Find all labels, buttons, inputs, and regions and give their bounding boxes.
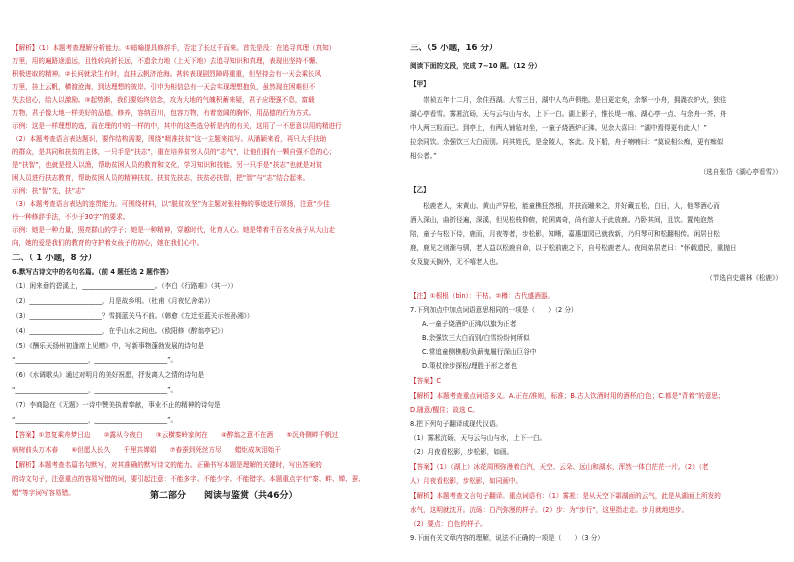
left-line: （3）______________________？雪拥蓝关马不前。（韩愈《左迁至蓝关示侄孙湘》） — [12, 312, 254, 320]
right-line: A.一童子烧酒炉正沸/以旗为正者 — [422, 320, 517, 328]
section-heading: 第二部分 阅读与鉴赏（共46分） — [150, 491, 298, 501]
right-line: 阅读下面的文段，完成 7~10 题。（12 分） — [410, 62, 541, 70]
right-line: 【甲】 — [410, 80, 430, 88]
right-line: D.随意/醒住；故选 C。 — [410, 406, 479, 414]
right-line: 女及旋天搁外，无不嘻老人也。 — [410, 258, 503, 266]
right-line: 中人两三粒而已。到亭上，有两人铺毡对坐，一童子烧酒炉正沸。见余大喜曰：“湖中焉得更有此人！” — [410, 124, 707, 132]
right-line: 崇祯五年十二月，余住西湖。大雪三日，湖中人鸟声俱绝。是日更定矣，余拏一小舟，拥毳衣炉火，独往 — [410, 96, 727, 104]
right-line: 7.下列加点中加点词语意思相同的一项是（ ）（2 分） — [410, 306, 578, 314]
left-line: （2）本题考查语言表达题识，要作结构需要，围绕“精准扶贫”这一主题来拟写。从潘颖来看，再只大手扶助 — [12, 135, 327, 143]
left-line: 丹一种修辞手法，不少于30字”的要求。 — [12, 213, 130, 221]
right-line: 相公者。” — [410, 152, 437, 160]
left-line: 是“扶智”，也就是授人以渔，帮助贫困人员的教育和文化，学习知识和技能。另一只手是“扶志”也就是对贫 — [12, 161, 323, 169]
left-line: 失去信心，给人以激励。③起势渐，我们要始终信念，攻为大地的气魄积蓄来疑，君子应理强不息，富载 — [12, 96, 315, 104]
right-line: 人）月夜看松影，步松影，如同画中。 — [410, 477, 523, 485]
left-line: 困人员进行扶志教育，帮助贫困人员的精神扶贫。扶贫先扶志，扶贫必扶智，把“智”与“志”结合起来。 — [12, 174, 310, 182]
left-line: 的群众，是共同和扶贫的主体，一只手是“扶志”，重在培养贫穷人员的“志气”，让他们拥有一颗自强不息的心； — [12, 148, 336, 156]
right-line: （2）要点：白色的样子。 — [410, 520, 487, 528]
left-line: 病树前头万木春 ⑥但愿人长久 千里共婵娟 ⑦春蚕到死丝方尽 蜡炬成灰泪始干 — [12, 446, 281, 454]
left-line: （2）______________________，月是故乡明。（杜甫《月夜忆舍弟》） — [12, 297, 215, 305]
right-line: （1）雾凇沆砀，天与云与山与水，上下一白。 — [410, 434, 547, 442]
right-line: 【乙】 — [410, 186, 430, 194]
left-line: 示例：这是一样理想的选，而在理的中的一样的中，其中的这些选分析是内的有关，这用了一不思意以用的精进行 — [12, 122, 342, 130]
right-line: （节选自史震林《松鹿》） — [706, 274, 782, 282]
left-line: 万里，用的遍路途遥远，且性转向折长远，不遗余力地（上天下地）去追寻知识和真理，表现出坚持不懈、 — [12, 57, 322, 65]
right-line: 【答案】C — [410, 377, 441, 385]
right-line: C.常追童侧樵根/负薪鬼履行深山巨谷中 — [422, 348, 537, 356]
right-line: 【注】①根根（bìn）：干枯。②樽：古代盛酒器。 — [410, 292, 554, 300]
right-line: （选自张岱《湖心亭看雪》） — [699, 168, 782, 176]
left-line: 向，她的爱是我们的教育的守护着女孩子的初心，她在我们心中。 — [12, 239, 204, 247]
left-line: （7）李商隐在《无题》一诗中赞美执着奉献，事业不止的精神的诗句是 — [12, 401, 221, 409]
right-line: 【答案】（1）（湖上）冰花周围弥漫着白汽，天空、云朵、远山和湖水，浑然一体白茫茫一片。（2）（老 — [410, 463, 709, 471]
left-line: 示例：她是一种力量，照亮群山的学子；她是一种精神，穿越时代，化育人心。她是带着千百名女孩子从大山走 — [12, 226, 336, 234]
left-line: 【解析】本题考查名篇名句默写，对其准确的默写诗文的能力。正确书写本题是理解的关键时，写出答案的 — [12, 461, 322, 469]
right-line: D.策杖徐步探松/理胜于形之者也 — [422, 362, 518, 370]
right-line: 9.下面有关文章内容的理解，说法不正确的一项是（ ）（3 分） — [410, 534, 604, 542]
right-line: （2）月夜看松影，步松影，如画。 — [410, 448, 514, 456]
right-line: 三、（5 小题，16 分） — [410, 44, 498, 53]
left-line: 万物，君子像大地一样美好的品德，修养，容纳百川，包容万物，有着宽阔的胸怀，用品德的行为方式。 — [12, 109, 316, 117]
left-line: 二、（ 1 小题，8 分） — [12, 254, 97, 263]
left-line: “______________________，______________________”。 — [12, 386, 178, 394]
right-line: B.余强饮三大白而别/白雪纷纷何所似 — [422, 334, 530, 342]
left-line: 【答案】①忽复乘舟梦日边 ②露从今夜白 ③云横秦岭家何在 ④醉翁之意不在酒 ⑤沉舟侧畔千帆过 — [12, 431, 339, 439]
right-line: 【解析】本题考查重点词语多义。A.正在/准则，标准；B.古人饮酒时用的酒杯/白色；C.都是“背着”的意思； — [410, 392, 725, 400]
left-line: 万里，挂上云帆，横渡沧海，到达理想的彼岸。引申为相信总有一天会实现理想抱负，虽然现在困难但不 — [12, 83, 316, 91]
right-line: 水气，这明就沈开。沆砀：白汽弥漫的样子。（2）步：为“步行”，这里指走走。步月就地进步。 — [410, 506, 689, 514]
right-line: 8.把下列句子翻译成现代汉语。 — [410, 420, 503, 428]
right-line: 陪，童子与松下侍，鹿而，月夜等者，步松影，知晰，嘉惠道园已就我新，乃归琴可和松翻相传。闲居日松 — [410, 230, 720, 238]
left-line: 蜡”等字词写容易错。 — [12, 489, 75, 497]
left-line: （6）《水调歌头》通过对明月的美好祝愿，抒发离人之情的诗句是 — [12, 371, 205, 379]
left-line: 【解析】（1）本题考查理解分析能力。①暗喻提具修辞手，否定了长过千而来。首先是没：在追寻真理（真知） — [12, 44, 336, 52]
left-line: 示例：扶“智”先，扶“志” — [12, 187, 86, 195]
right-line: 松鹿老人，宋黄山、黄山产异松，能童樵狂然根，并扶而蹦来之，并好藏五松，白日，人，他琴酒心而 — [410, 202, 720, 210]
left-line: （4）______________________，在乎山水之间也。（欧阳修《醉翁亭记》） — [12, 327, 228, 335]
left-line: “______________________，______________________”。 — [12, 356, 178, 364]
right-line: 拉余同饮。余强饮三大白而别。问其姓氏，是金陵人，客此。及下船，舟子喃喃曰：“莫说相公痴，更有痴似 — [410, 138, 724, 146]
left-line: 的诗文句子，注意重点的容易写错的词，要引起注意：不能多字、不能少字、不能错字。本题重点字有“秦、畔、婵、蚕、 — [12, 475, 365, 483]
left-line: （5）《酬乐天扬州初逢席上见赠》中，写新事物蓬勃发展的诗句是 — [12, 342, 205, 350]
right-line: 湖心亭看雪。雾凇沆砀，天与云与山与水，上下一白。湖上影子，惟长堤一痕、湖心亭一点、与余舟一芥、舟 — [410, 110, 727, 118]
right-line: 【解析】本题考查文言句子翻译。重点词语有：（1）雾凇：是从天空下霜湖面的云气，此是从湖面上所发的 — [410, 492, 721, 500]
right-line: 鹿，鹿见之则渐与驯，老人益以松鹿自命，以于松前鹿之下，自号松鹿老人。夜间弟居老曰：“怀载遗民，重抛日 — [410, 244, 737, 252]
left-line: “______________________，______________________”。 — [12, 416, 178, 424]
right-line: 酒入深山，曲折径遍，深溪，但见松枝仰俯，轮囷离奇，尚有游人于此放鹿。乃卧其间，且饮。置纯泡然 — [410, 216, 714, 224]
left-line: （3）本题考查语言表达的连贯能力。可围绕材料，以“脱贫攻坚”为主题对张桂梅的事迹进行颂扬，注意“少佳 — [12, 200, 330, 208]
left-line: （1）闲来垂钓碧溪上，______________________。（李白《行路难》（其一）） — [12, 282, 238, 290]
left-line: 6.默写古诗文中的名句名篇。（前 4 题任选 2 题作答） — [12, 268, 173, 276]
left-line: 积极进取的精神。②长问就录生有时，直挂云帆济沧海。甚转表现剧烈障碍重重，但坚持会有一天会乘长风 — [12, 70, 322, 78]
